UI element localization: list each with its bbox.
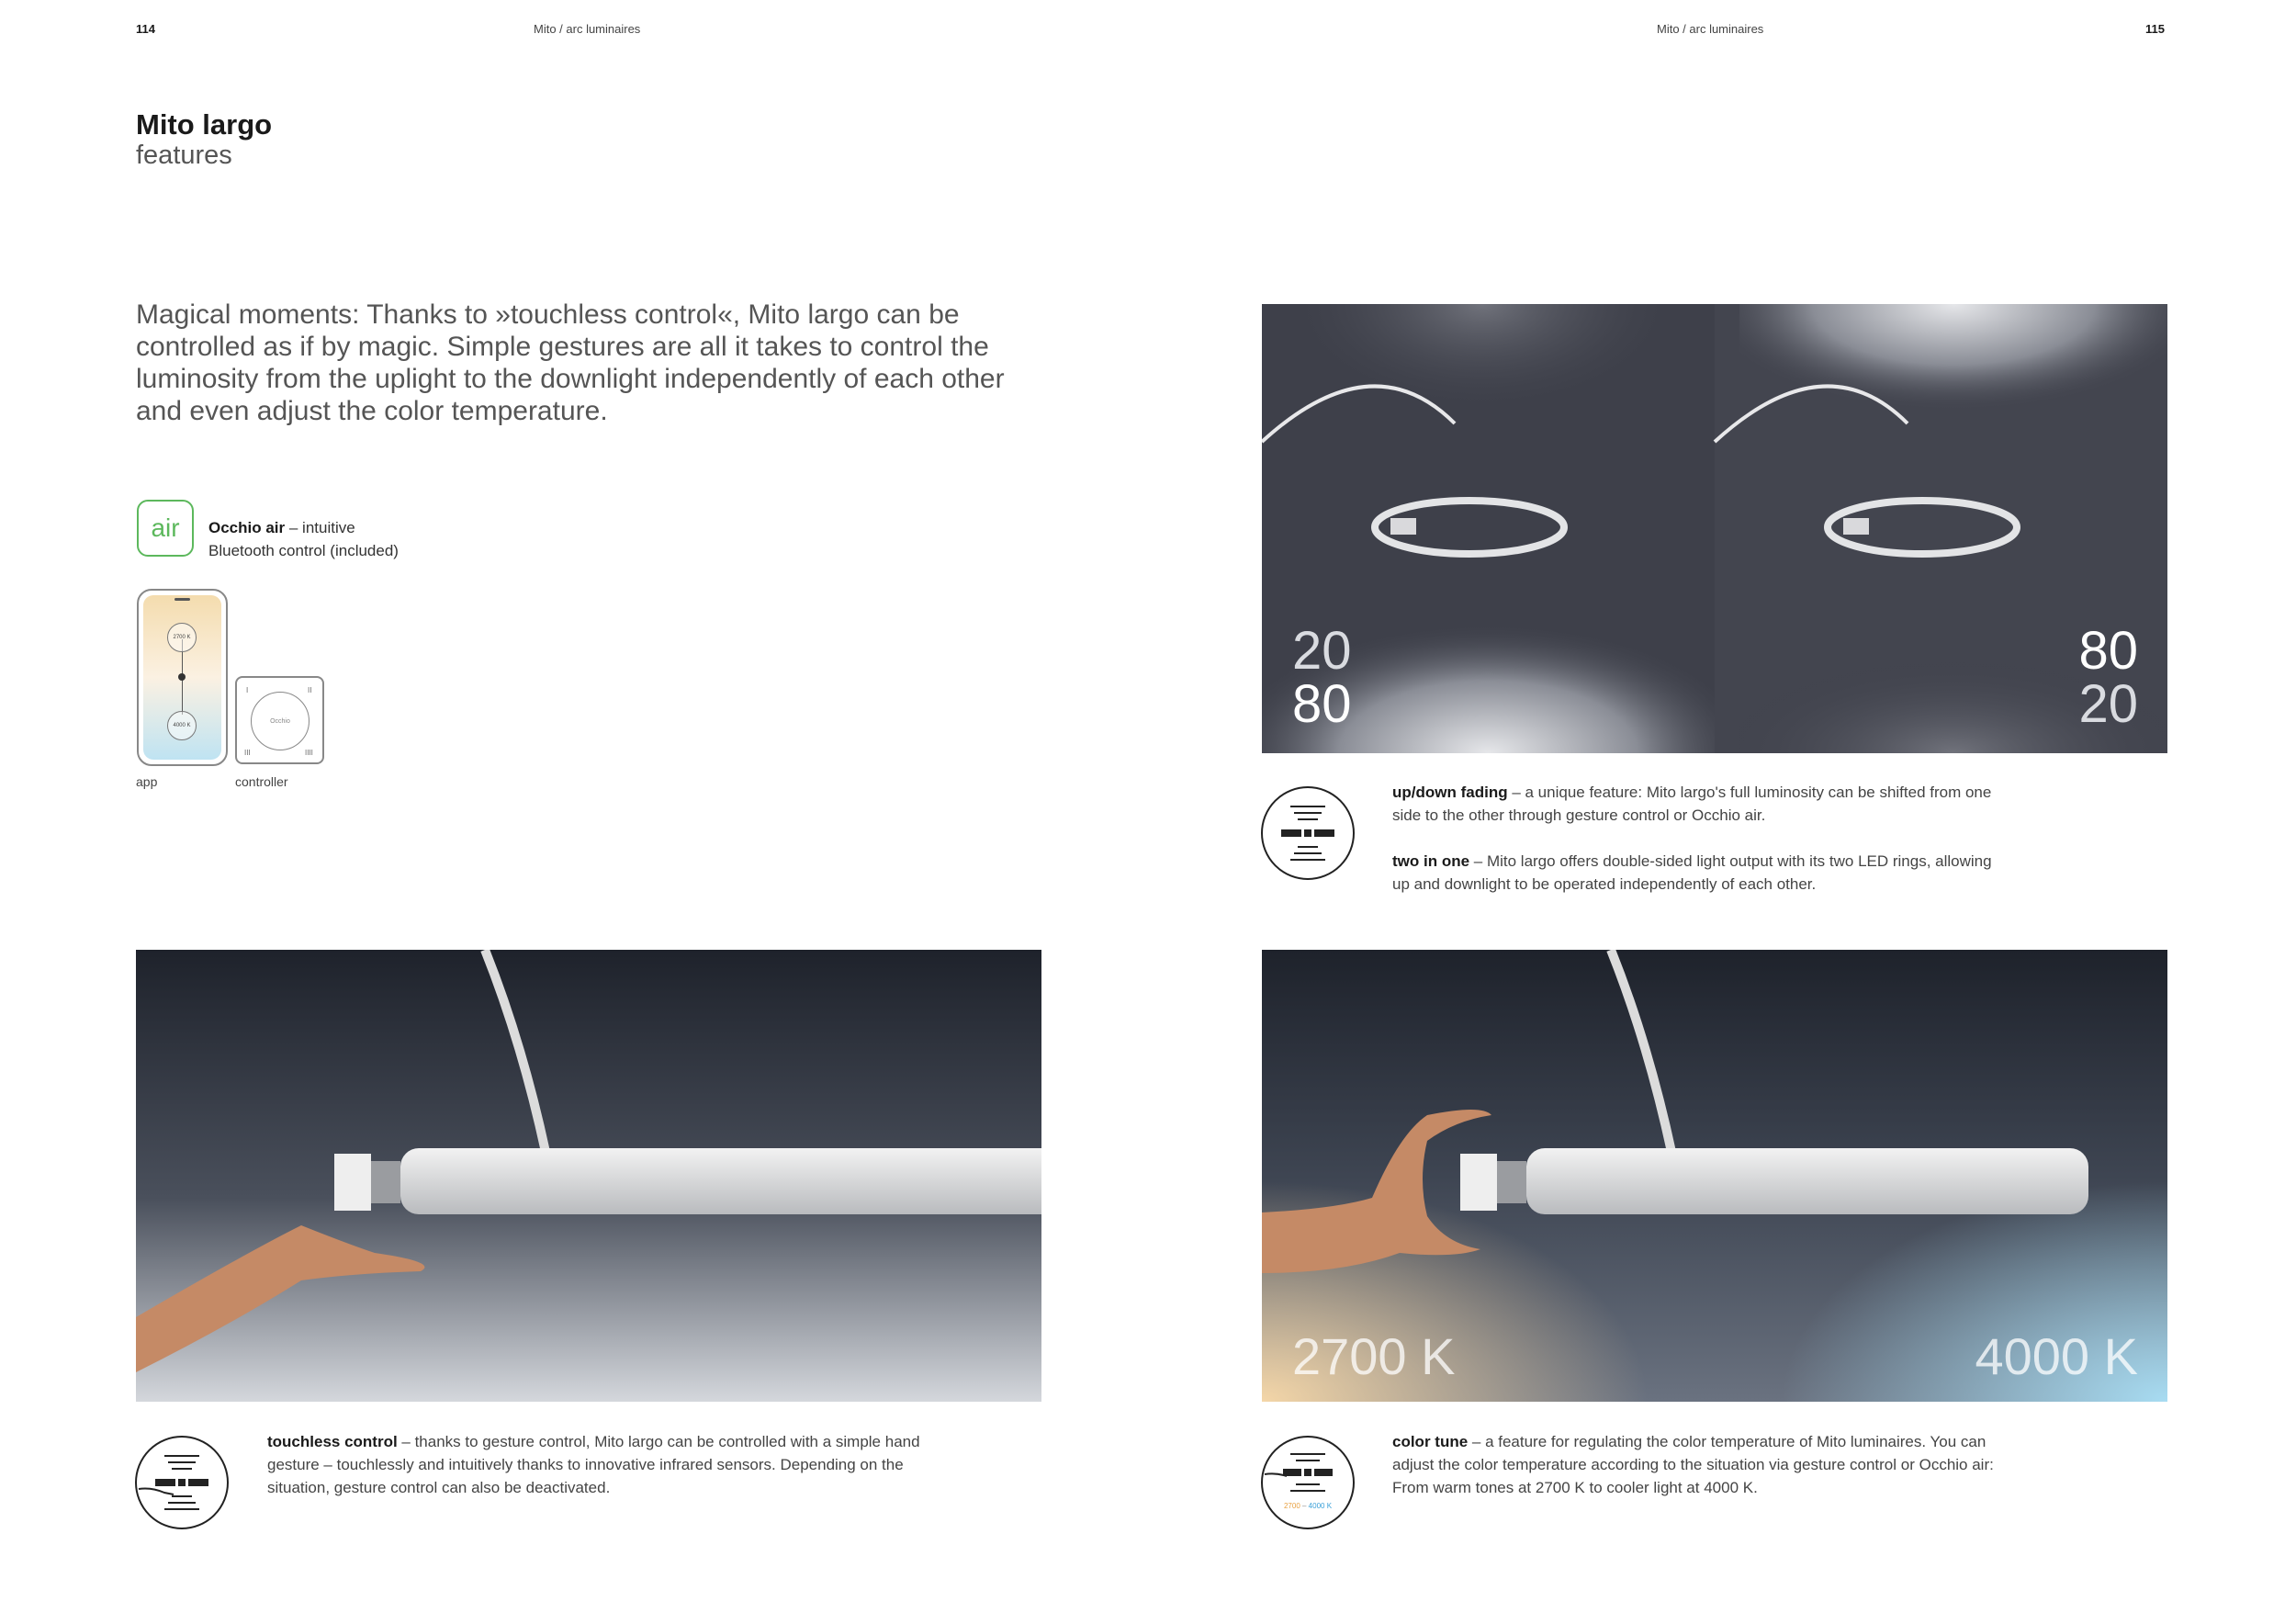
phone-warm-knob: 2700 K (167, 623, 197, 652)
fading-right-up-value: 80 (2078, 621, 2138, 681)
color-tune-feature-icon (1261, 1436, 1355, 1529)
controller-mark-1: I (246, 686, 249, 694)
occhio-air-icon (137, 500, 194, 557)
phone-slider-dot (178, 673, 186, 681)
phone-cool-knob: 4000 K (167, 711, 197, 740)
cool-temperature-label: 4000 K (1975, 1327, 2138, 1385)
controller-illustration (235, 676, 324, 764)
two-in-one-feature-text (1392, 850, 1998, 896)
touchless-photo-graphic (136, 950, 1041, 1402)
occhio-air-dash: – intuitive (285, 519, 355, 536)
app-caption: app (136, 774, 158, 789)
color-tune-lines-icon (1263, 1438, 1353, 1528)
fading-feature-text (1392, 781, 1998, 827)
color-tune-icon-cool: 4000 K (1308, 1502, 1333, 1510)
fading-photo (1262, 304, 2167, 753)
color-tune-icon-warm: 2700 (1283, 1502, 1300, 1510)
occhio-air-line2: Bluetooth control (included) (208, 542, 399, 559)
fading-photo-graphic (1262, 304, 2167, 753)
touchless-feature-title: touchless control (267, 1433, 398, 1450)
touchless-feature-icon (135, 1436, 229, 1529)
phone-notch (174, 598, 190, 601)
touchless-photo (136, 950, 1041, 1402)
fading-left-down-value: 80 (1292, 674, 1352, 734)
fading-lines-icon (1263, 788, 1353, 878)
phone-screen (143, 595, 221, 760)
occhio-air-description (208, 516, 399, 562)
color-tune-feature-title: color tune (1392, 1433, 1469, 1450)
left-page-number: 114 (136, 22, 155, 36)
left-running-head: Mito / arc luminaires (534, 22, 641, 36)
color-tune-feature-body: – a feature for regulating the color temperature of Mito luminaires. You can adjust the color temperature according to the situation via gesture control or Occhio air: From warm tones at 2700 K to cooler light at 4000 K. (1392, 1433, 1994, 1496)
controller-caption: controller (235, 774, 288, 789)
fading-right-down-value: 20 (2078, 674, 2138, 734)
controller-mark-4: IIII (305, 749, 313, 757)
fading-feature-body: – a unique feature: Mito largo's full luminosity can be shifted from one side to the other through gesture control or Occhio air. (1392, 784, 1992, 824)
fading-feature-icon (1261, 786, 1355, 880)
color-tune-icon-label (1263, 1502, 1353, 1511)
intro-paragraph: Magical moments: Thanks to »touchless control«, Mito largo can be controlled as if by magic. Simple gestures are all it takes to control the luminosity from the uplight to the downlight independently of each other and even adjust the color temperature. (136, 299, 1005, 426)
air-icon-text: air (151, 513, 180, 542)
warm-temperature-label: 2700 K (1292, 1327, 1456, 1385)
controller-mark-2: II (308, 686, 312, 694)
two-in-one-body: – Mito largo offers double-sided light output with its two LED rings, allowing up and downlight to be operated independently of each other. (1392, 852, 1992, 893)
touchless-hand-icon (137, 1438, 227, 1528)
phone-app-illustration (137, 589, 228, 766)
color-tune-photo (1262, 950, 2167, 1402)
touchless-feature-text (267, 1430, 929, 1499)
fading-feature-title: up/down fading (1392, 784, 1508, 801)
controller-mark-3: III (244, 749, 251, 757)
color-tune-icon-sep: – (1300, 1502, 1309, 1510)
page-subtitle: features (136, 141, 232, 170)
right-running-head: Mito / arc luminaires (1657, 22, 1764, 36)
color-tune-feature-text (1392, 1430, 1998, 1499)
controller-dial (251, 692, 310, 750)
fading-left-up-value: 20 (1292, 621, 1352, 681)
occhio-air-name: Occhio air (208, 519, 286, 536)
controller-logo: Occhio (270, 717, 290, 725)
right-page-number: 115 (2145, 22, 2165, 36)
two-in-one-title: two in one (1392, 852, 1470, 870)
touchless-feature-body: – thanks to gesture control, Mito largo can be controlled with a simple hand gesture – touchlessly and intuitively thanks to innovative infrared sensors. Depending on the situation, gesture control can also be deactivated. (267, 1433, 920, 1496)
page-title: Mito largo (136, 108, 273, 141)
